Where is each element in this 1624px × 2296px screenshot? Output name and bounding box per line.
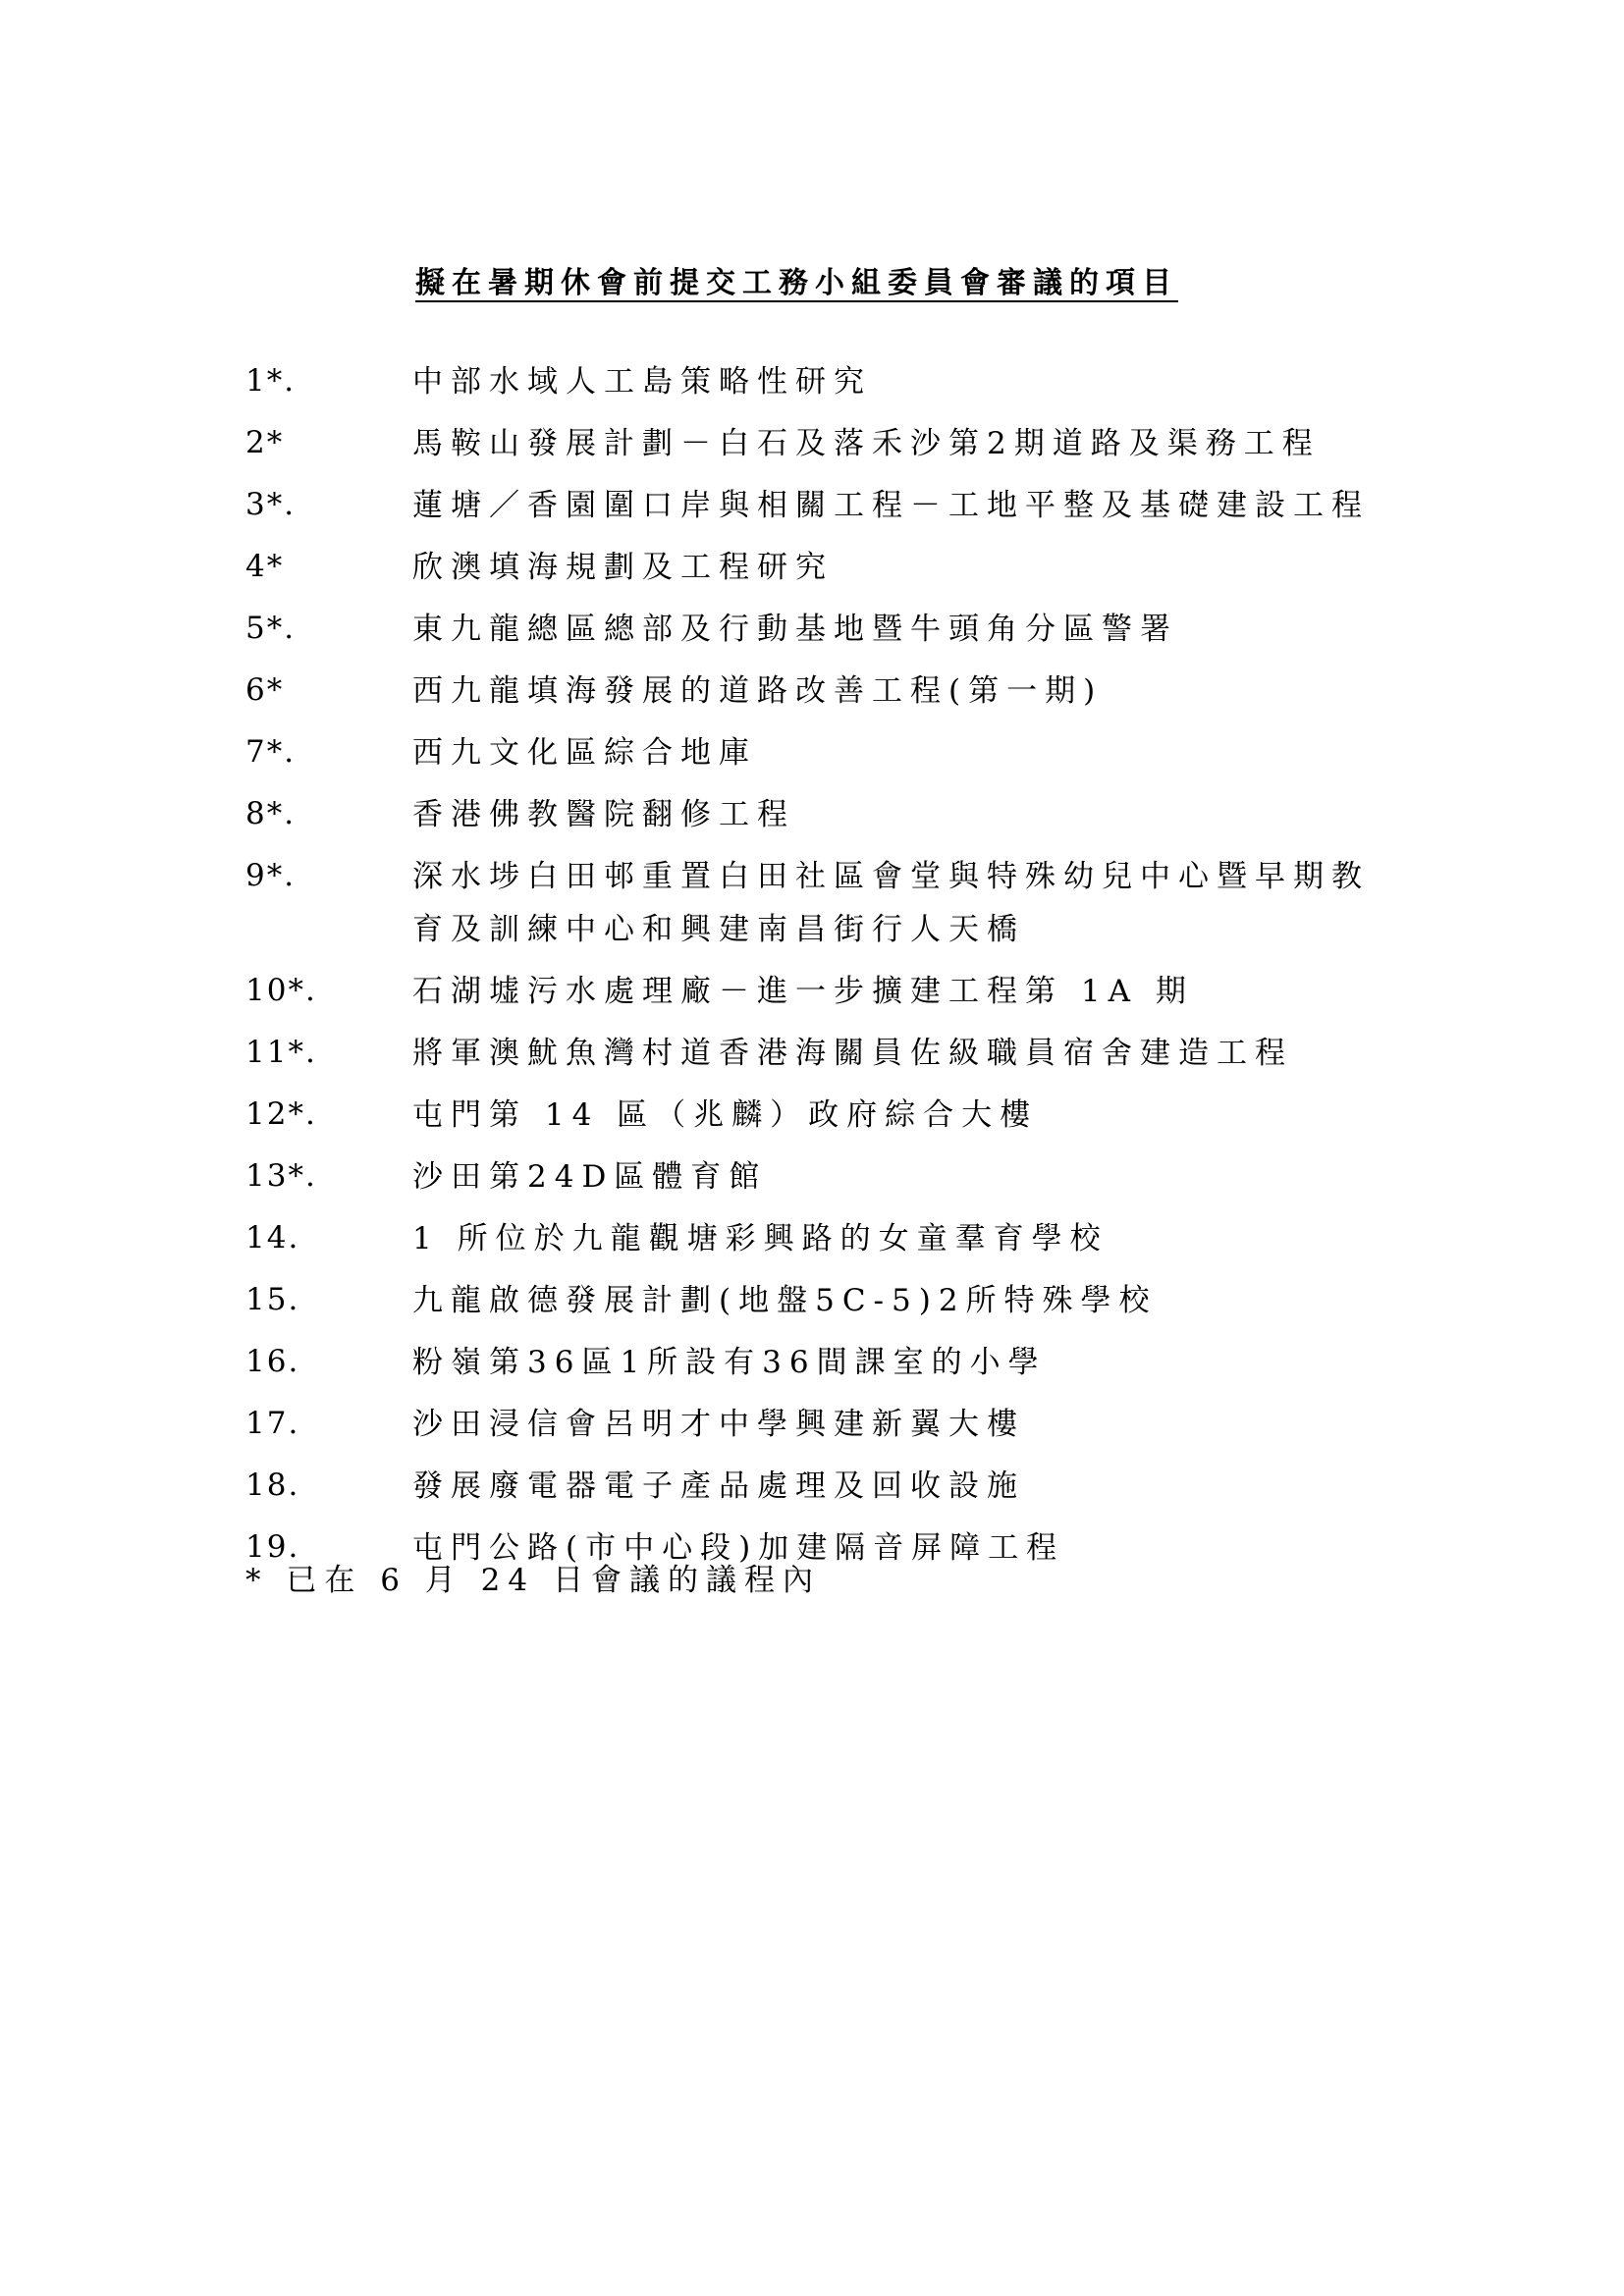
item-text: 屯門公路(市中心段)加建隔音屏障工程 <box>412 1530 1065 1566</box>
item-text: 九龍啟德發展計劃(地盤5C-5)2所特殊學校 <box>412 1283 1158 1318</box>
list-item <box>245 730 1384 779</box>
list-item <box>245 421 1384 470</box>
item-text: 西九龍填海發展的道路改善工程(第一期) <box>412 673 1104 709</box>
list-item <box>245 483 1384 532</box>
item-text: 蓮塘／香園圍口岸與相關工程－工地平整及基礎建設工程 <box>412 488 1370 523</box>
item-number: 14. <box>245 1220 300 1255</box>
item-number: 7*. <box>245 734 297 770</box>
item-number: 16. <box>245 1344 300 1379</box>
item-text: 深水埗白田邨重置白田社區會堂與特殊幼兒中心暨早期教 育及訓練中心和興建南昌街行人天橋 <box>412 859 1370 947</box>
item-number: 17. <box>245 1406 300 1441</box>
item-text: 沙田第24D區體育館 <box>412 1159 768 1195</box>
item-number: 19. <box>245 1529 300 1565</box>
list-item <box>245 545 1384 594</box>
item-number: 6* <box>245 672 285 708</box>
item-number: 8*. <box>245 796 297 831</box>
item-number: 11*. <box>245 1035 317 1070</box>
item-number: 4* <box>245 549 285 584</box>
item-text: 石湖墟污水處理廠－進一步擴建工程第 1A 期 <box>412 974 1194 1009</box>
item-text: 沙田浸信會呂明才中學興建新翼大樓 <box>412 1407 1025 1442</box>
list-item <box>245 1093 1384 1142</box>
item-text: 西九文化區綜合地庫 <box>412 735 757 771</box>
item-text: 中部水域人工島策略性研究 <box>412 364 872 400</box>
list-item <box>245 668 1384 718</box>
item-text: 香港佛教醫院翻修工程 <box>412 797 795 832</box>
list-item <box>245 1402 1384 1451</box>
list-item <box>245 969 1384 1018</box>
item-text: 粉嶺第36區1所設有36間課室的小學 <box>412 1345 1047 1380</box>
item-number: 9*. <box>245 858 297 893</box>
item-text: 1 所位於九龍觀塘彩興路的女童羣育學校 <box>412 1221 1109 1256</box>
item-text: 欣澳填海規劃及工程研究 <box>412 550 834 585</box>
list-item <box>245 1031 1384 1080</box>
item-number: 2* <box>245 425 285 460</box>
list-item <box>245 1464 1384 1513</box>
item-text: 將軍澳魷魚灣村道香港海關員佐級職員宿舍建造工程 <box>412 1036 1293 1071</box>
list-item <box>245 607 1384 656</box>
item-number: 13*. <box>245 1158 317 1194</box>
list-item <box>245 792 1384 841</box>
item-number: 10*. <box>245 973 317 1008</box>
list-item <box>245 1154 1384 1203</box>
item-list <box>245 359 1384 1587</box>
list-item <box>245 1216 1384 1265</box>
item-number: 15. <box>245 1282 300 1317</box>
item-number: 3*. <box>245 487 297 522</box>
item-text: 東九龍總區總部及行動基地暨牛頭角分區警署 <box>412 612 1178 647</box>
list-item <box>245 1278 1384 1327</box>
list-item <box>245 1340 1384 1389</box>
item-text: 馬鞍山發展計劃－白石及落禾沙第2期道路及渠務工程 <box>412 426 1321 461</box>
item-text: 屯門第 14 區（兆麟）政府綜合大樓 <box>412 1097 1039 1133</box>
list-item <box>245 854 1384 956</box>
item-text: 發展廢電器電子產品處理及回收設施 <box>412 1468 1025 1504</box>
list-item <box>245 359 1384 408</box>
item-number: 18. <box>245 1468 300 1503</box>
page-title: 擬在暑期休會前提交工務小組委員會審議的項目 <box>415 266 1178 300</box>
footnote: * 已在 6 月 24 日會議的議程內 <box>245 1563 821 1598</box>
item-number: 12*. <box>245 1096 317 1132</box>
item-number: 5*. <box>245 611 297 646</box>
item-number: 1*. <box>245 363 297 399</box>
